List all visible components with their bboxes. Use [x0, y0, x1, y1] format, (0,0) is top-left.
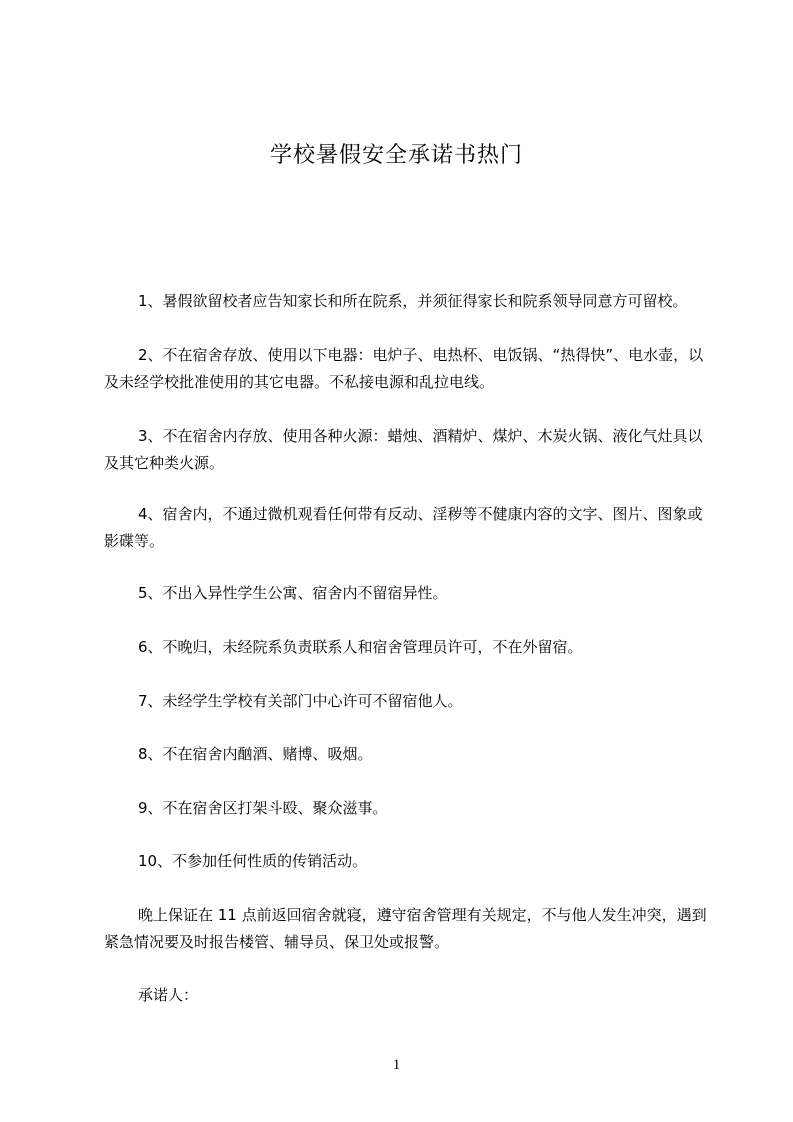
paragraph-10: 10、不参加任何性质的传销活动。 [138, 852, 368, 870]
paragraph-1: 1、暑假欲留校者应告知家长和所在院系，并须征得家长和院系领导同意方可留校。 [138, 292, 688, 310]
paragraph-8: 8、不在宿舍内酗酒、赌博、吸烟。 [138, 745, 373, 763]
paragraph-6: 6、不晚归，未经院系负责联系人和宿舍管理员许可，不在外留宿。 [138, 638, 583, 656]
paragraph-3: 3、不在宿舍内存放、使用各种火源：蜡烛、酒精炉、煤炉、木炭火锅、液化气灶具以及其它种类火源。 [104, 427, 703, 472]
paragraph-7: 7、未经学生学校有关部门中心许可不留宿他人。 [138, 692, 463, 710]
paragraph-2: 2、不在宿舍存放、使用以下电器：电炉子、电热杯、电饭锅、“热得快”、电水壶，以及未经学校批准使用的其它电器。不私接电源和乱拉电线。 [104, 346, 704, 391]
paragraph-9: 9、不在宿舍区打架斗殴、聚众滋事。 [138, 799, 388, 817]
page-number: 1 [392, 1057, 401, 1073]
page-title: 学校暑假安全承诺书热门 [269, 143, 523, 168]
paragraph-5: 5、不出入异性学生公寓、宿舍内不留宿异性。 [138, 584, 448, 602]
signature-label: 承诺人： [138, 986, 199, 1004]
paragraph-closing: 晚上保证在 11 点前返回宿舍就寝，遵守宿舍管理有关规定，不与他人发生冲突，遇到紧急情况要及时报告楼管、辅导员、保卫处或报警。 [104, 906, 707, 951]
paragraph-4: 4、宿舍内，不通过微机观看任何带有反动、淫秽等不健康内容的文字、图片、图象或影碟等。 [104, 505, 703, 550]
